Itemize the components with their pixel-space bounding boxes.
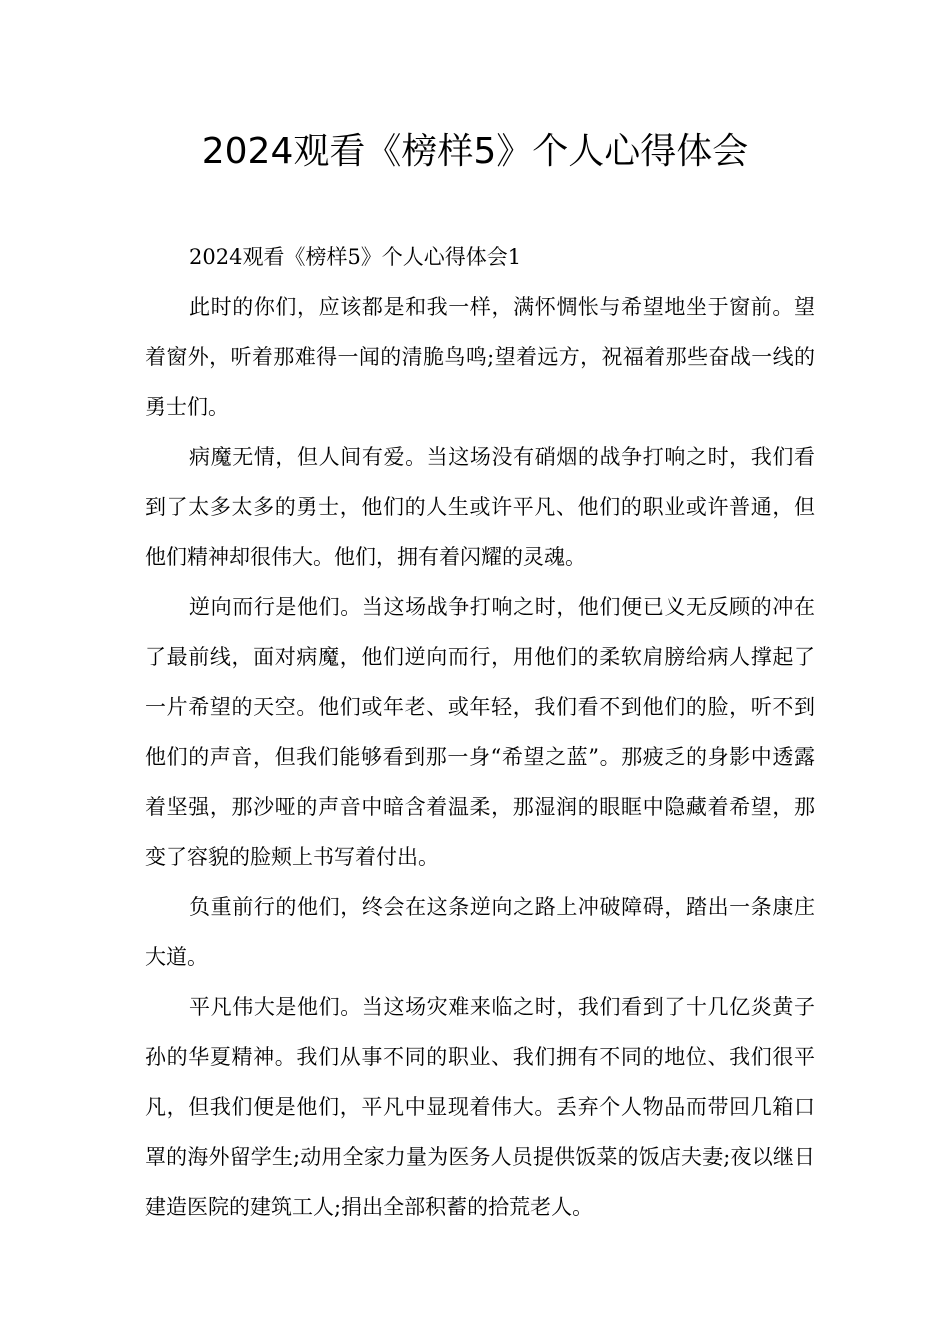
document-body bbox=[145, 232, 815, 1232]
paragraph-4: 负重前行的他们，终会在这条逆向之路上冲破障碍，踏出一条康庄大道。 bbox=[145, 895, 815, 969]
paragraph-2: 病魔无情，但人间有爱。当这场没有硝烟的战争打响之时，我们看到了太多太多的勇士，他们的人生或许平凡、他们的职业或许普通，但他们精神却很伟大。他们，拥有着闪耀的灵魂。 bbox=[145, 445, 815, 569]
paragraph-5: 平凡伟大是他们。当这场灾难来临之时，我们看到了十几亿炎黄子孙的华夏精神。我们从事不同的职业、我们拥有不同的地位、我们很平凡，但我们便是他们，平凡中显现着伟大。丢弃个人物品而带回几箱口罩的海外留学生;动用全家力量为医务人员提供饭菜的饭店夫妻;夜以继日建造医院的建筑工人;捐出全部积蓄的拾荒老人。 bbox=[145, 995, 815, 1219]
document-title: 2024观看《榜样5》个人心得体会 bbox=[201, 131, 749, 172]
paragraph-3: 逆向而行是他们。当这场战争打响之时，他们便已义无反顾的冲在了最前线，面对病魔，他们逆向而行，用他们的柔软肩膀给病人撑起了一片希望的天空。他们或年老、或年轻，我们看不到他们的脸，听不到他们的声音，但我们能够看到那一身“希望之蓝”。那疲乏的身影中透露着坚强，那沙哑的声音中暗含着温柔，那湿润的眼眶中隐藏着希望，那变了容貌的脸颊上书写着付出。 bbox=[145, 595, 815, 869]
paragraph-1: 此时的你们，应该都是和我一样，满怀惆怅与希望地坐于窗前。望着窗外，听着那难得一闻的清脆鸟鸣;望着远方，祝福着那些奋战一线的勇士们。 bbox=[145, 295, 815, 419]
section-heading: 2024观看《榜样5》个人心得体会1 bbox=[189, 245, 522, 269]
